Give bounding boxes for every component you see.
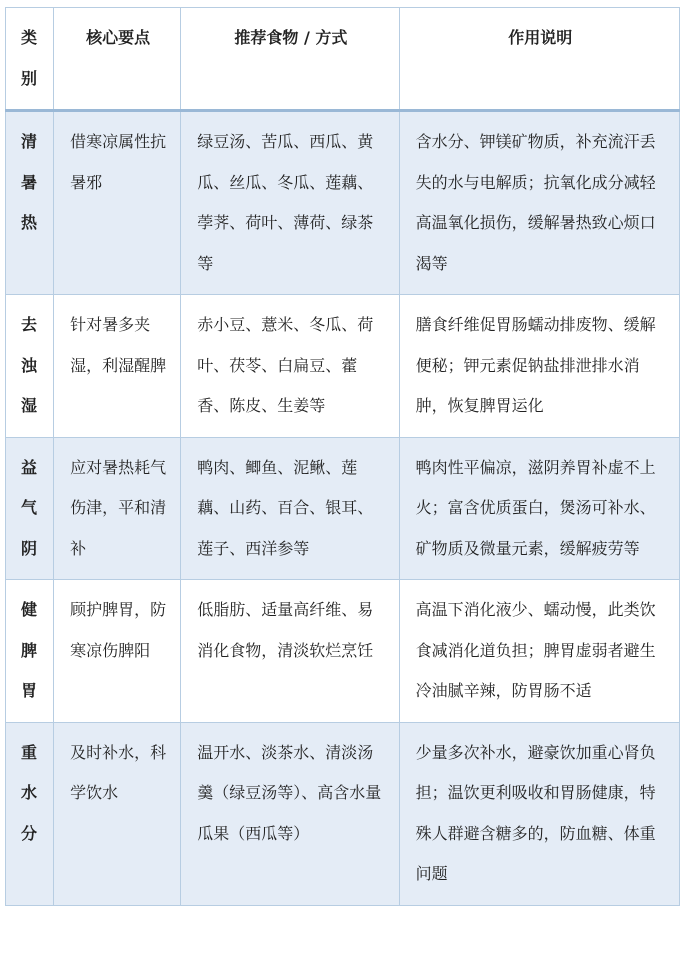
table-row bbox=[6, 437, 680, 580]
row-effect: 高温下消化液少、蠕动慢，此类饮食减消化道负担；脾胃虚弱者避生冷油腻辛辣，防胃肠不适 bbox=[399, 580, 679, 723]
row-category: 清暑热 bbox=[6, 111, 54, 295]
row-effect: 膳食纤维促胃肠蠕动排废物、缓解便秘；钾元素促钠盐排泄排水消肿，恢复脾胃运化 bbox=[399, 295, 679, 438]
header-effect: 作用说明 bbox=[399, 8, 679, 111]
row-category: 健脾胃 bbox=[6, 580, 54, 723]
row-effect: 含水分、钾镁矿物质，补充流汗丢失的水与电解质；抗氧化成分减轻高温氧化损伤，缓解暑热致心烦口渴等 bbox=[399, 111, 679, 295]
table-header-row bbox=[6, 8, 680, 111]
row-foods: 低脂肪、适量高纤维、易消化食物，清淡软烂烹饪 bbox=[181, 580, 399, 723]
header-category: 类别 bbox=[6, 8, 54, 111]
row-category: 重水分 bbox=[6, 722, 54, 905]
row-category: 益气阴 bbox=[6, 437, 54, 580]
table-row bbox=[6, 111, 680, 295]
row-foods: 绿豆汤、苦瓜、西瓜、黄瓜、丝瓜、冬瓜、莲藕、荸荠、荷叶、薄荷、绿茶等 bbox=[181, 111, 399, 295]
row-key-point: 应对暑热耗气伤津，平和清补 bbox=[54, 437, 181, 580]
row-foods: 鸭肉、鲫鱼、泥鳅、莲藕、山药、百合、银耳、莲子、西洋参等 bbox=[181, 437, 399, 580]
row-key-point: 针对暑多夹湿，利湿醒脾 bbox=[54, 295, 181, 438]
table-row bbox=[6, 580, 680, 723]
table-row bbox=[6, 722, 680, 905]
row-effect: 鸭肉性平偏凉，滋阴养胃补虚不上火；富含优质蛋白，煲汤可补水、矿物质及微量元素，缓解疲劳等 bbox=[399, 437, 679, 580]
row-key-point: 及时补水，科学饮水 bbox=[54, 722, 181, 905]
row-effect: 少量多次补水，避豪饮加重心肾负担；温饮更利吸收和胃肠健康，特殊人群避含糖多的，防血糖、体重问题 bbox=[399, 722, 679, 905]
row-foods: 赤小豆、薏米、冬瓜、荷叶、茯苓、白扁豆、藿香、陈皮、生姜等 bbox=[181, 295, 399, 438]
row-key-point: 顾护脾胃，防寒凉伤脾阳 bbox=[54, 580, 181, 723]
row-foods: 温开水、淡茶水、清淡汤羹（绿豆汤等）、高含水量瓜果（西瓜等） bbox=[181, 722, 399, 905]
row-category: 去浊湿 bbox=[6, 295, 54, 438]
row-key-point: 借寒凉属性抗暑邪 bbox=[54, 111, 181, 295]
diet-table bbox=[5, 7, 680, 906]
header-key-point: 核心要点 bbox=[54, 8, 181, 111]
header-foods: 推荐食物 / 方式 bbox=[181, 8, 399, 111]
table-row bbox=[6, 295, 680, 438]
